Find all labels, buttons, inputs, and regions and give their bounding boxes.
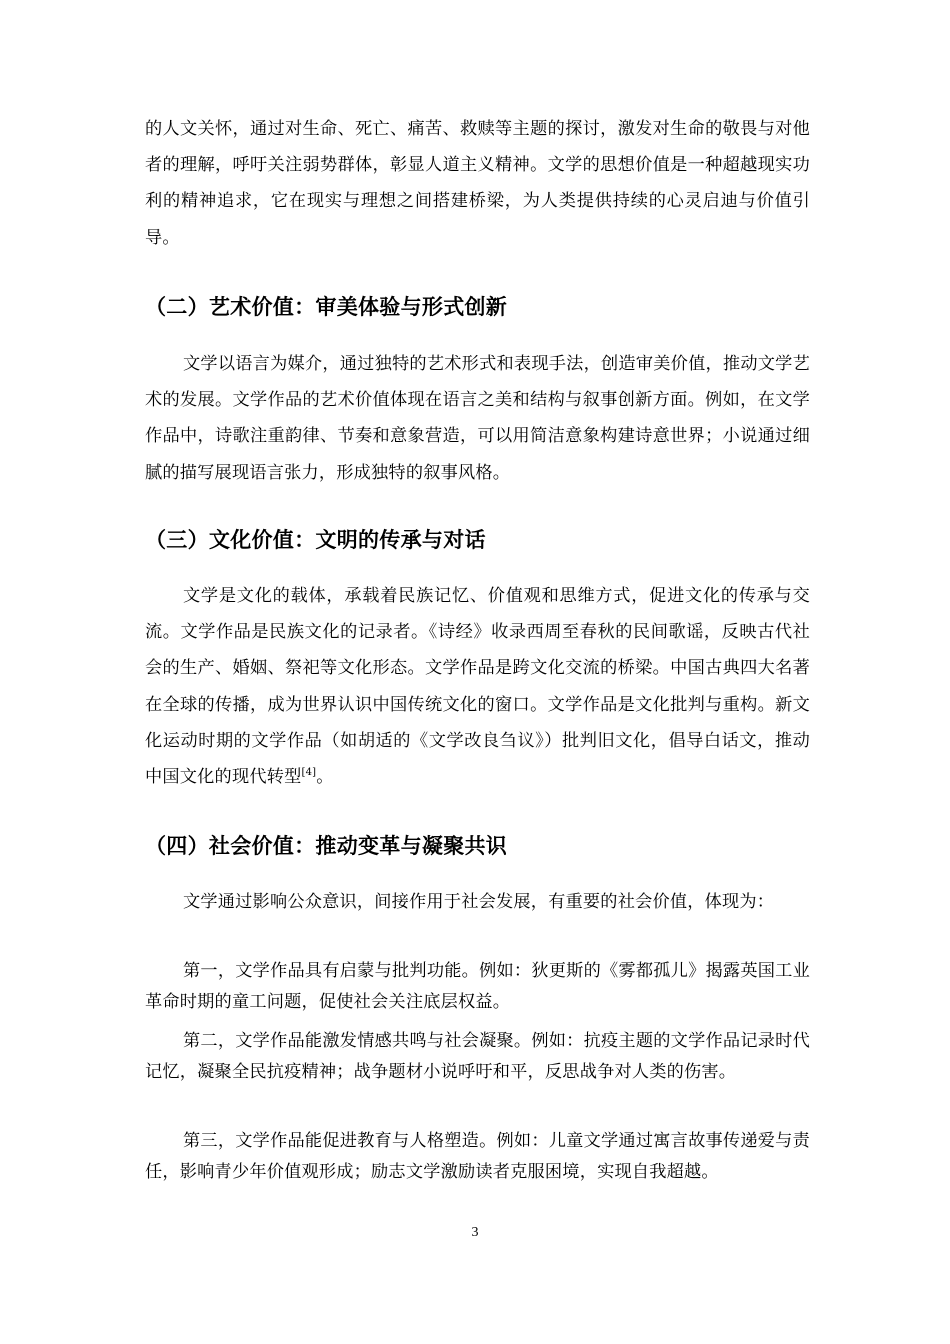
page-number: 3 — [471, 1225, 479, 1240]
section-heading-art-value: （二）艺术价值：审美体验与形式创新 — [145, 295, 508, 319]
paragraph-culture-value-text: 文学是文化的载体，承载着民族记忆、价值观和思维方式，促进文化的传承与交流。文学作品是民族文化的记录者。《诗经》收录西周至春秋的民间歌谣，反映古代社会的生产、婚姻、祭祀等文化形态。文学作品是跨文化交流的桥梁。中国古典四大名著在全球的传播，成为世界认识中国传统文化的窗口。文学作品是文化批判与重构。新文化运动时期的文学作品（如胡适的《文学改良刍议》）批判旧文化，倡导白话文，推动中国文化的现代转型 — [145, 586, 810, 788]
section-heading-culture-value: （三）文化价值：文明的传承与对话 — [145, 528, 486, 552]
paragraph-social-value-point-2: 第二，文学作品能激发情感共鸣与社会凝聚。例如：抗疫主题的文学作品记录时代记忆，凝聚全民抗疫精神；战争题材小说呼吁和平，反思战争对人类的伤害。 — [145, 1031, 810, 1083]
paragraph-continued-intro: 的人文关怀，通过对生命、死亡、痛苦、救赎等主题的探讨，激发对生命的敬畏与对他者的理解，呼吁关注弱势群体，彰显人道主义精神。文学的思想价值是一种超越现实功利的精神追求，它在现实与理想之间搭建桥梁，为人类提供持续的心灵启迪与价值引导。 — [145, 119, 810, 248]
paragraph-culture-value-end: 。 — [316, 767, 334, 788]
paragraph-social-value-intro: 文学通过影响公众意识，间接作用于社会发展，有重要的社会价值，体现为： — [183, 892, 775, 912]
section-heading-social-value: （四）社会价值：推动变革与凝聚共识 — [145, 834, 508, 858]
paragraph-culture-value — [145, 578, 810, 795]
citation-marker: [4] — [301, 767, 317, 779]
paragraph-social-value-point-1: 第一，文学作品具有启蒙与批判功能。例如：狄更斯的《雾都孤儿》揭露英国工业革命时期的童工问题，促使社会关注底层权益。 — [145, 961, 810, 1013]
paragraph-art-value: 文学以语言为媒介，通过独特的艺术形式和表现手法，创造审美价值，推动文学艺术的发展。文学作品的艺术价值体现在语言之美和结构与叙事创新方面。例如，在文学作品中，诗歌注重韵律、节奏和意象营造，可以用简洁意象构建诗意世界；小说通过细腻的描写展现语言张力，形成独特的叙事风格。 — [145, 354, 810, 483]
paragraph-social-value-point-3: 第三，文学作品能促进教育与人格塑造。例如：儿童文学通过寓言故事传递爱与责任，影响青少年价值观形成；励志文学激励读者克服困境，实现自我超越。 — [145, 1131, 810, 1183]
